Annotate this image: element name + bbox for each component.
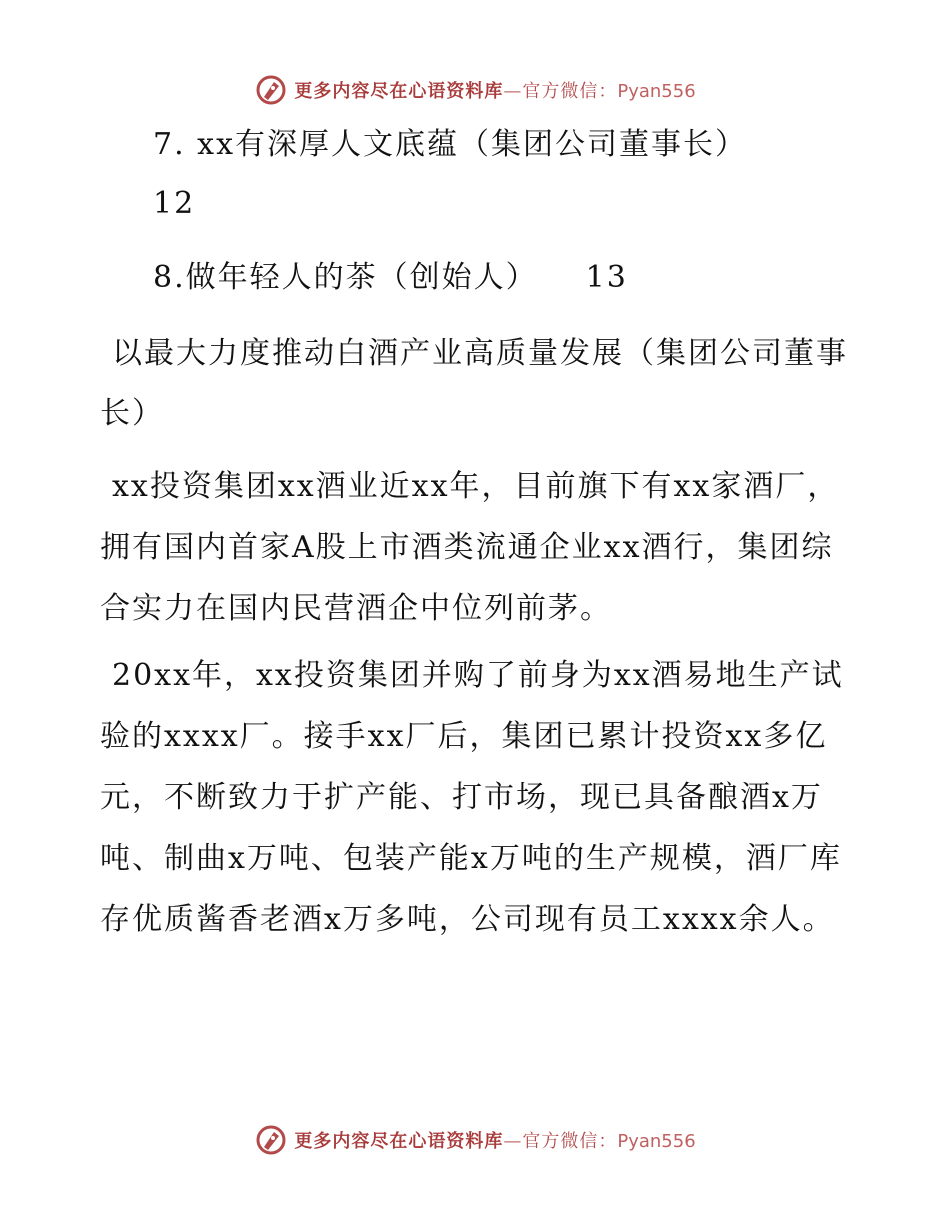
watermark-separator: — (503, 81, 523, 102)
watermark-brand: 更多内容尽在心语资料库 (294, 1131, 504, 1152)
watermark-separator: — (503, 1131, 523, 1152)
toc-entry-8 (153, 258, 628, 298)
watermark-wechat-id: Pyan556 (617, 1131, 696, 1152)
footer-watermark-banner (0, 1122, 950, 1158)
watermark-brand: 更多内容尽在心语资料库 (294, 81, 504, 102)
toc-entry-7-title: 7. xx有深厚人文底蕴（集团公司董事长） (153, 127, 747, 162)
pen-nib-logo-icon (254, 1123, 288, 1157)
watermark-official-label: 官方微信： (522, 1131, 618, 1152)
article-paragraph-1: xx投资集团xx酒业近xx年，目前旗下有xx家酒厂，拥有国内首家A股上市酒类流通企业xx酒行，集团综合实力在国内民营酒企中位列前茅。 (100, 469, 840, 626)
toc-entry-8-title: 8.做年轻人的茶（创始人） (153, 260, 538, 295)
watermark-official-label: 官方微信： (522, 81, 618, 102)
toc-entry-8-page: 13 (585, 260, 628, 295)
watermark-wechat-id: Pyan556 (617, 81, 696, 102)
pen-nib-logo-icon (254, 73, 288, 107)
watermark-text (294, 77, 695, 103)
toc-entry-7-page: 12 (153, 186, 196, 221)
article-paragraph-2: 20xx年，xx投资集团并购了前身为xx酒易地生产试验的xxxx厂。接手xx厂后，集团已累计投资xx多亿元，不断致力于扩产能、打市场，现已具备酿酒x万吨、制曲x万吨、包装产能x万吨的生产规模，酒厂库存优质酱香老酒x万多吨，公司现有员工xxxx余人。 (100, 658, 844, 937)
header-watermark-banner (0, 72, 950, 108)
watermark-text (294, 1127, 695, 1153)
article-heading: 以最大力度推动白酒产业高质量发展（集团公司董事长） (100, 336, 848, 431)
